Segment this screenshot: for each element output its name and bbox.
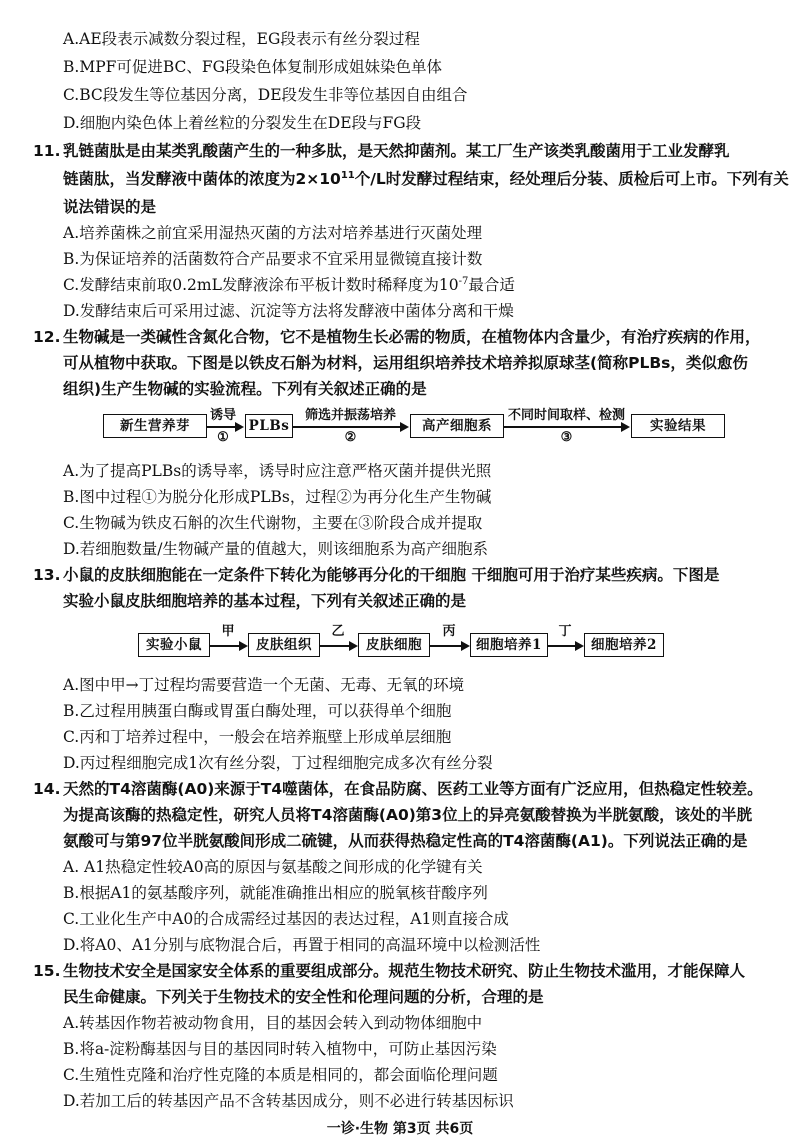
q13-label-jia: 甲: [221, 624, 235, 639]
q12-option-b: B.图中过程①为脱分化形成PLBs，过程②为再分化生产生物碱: [63, 488, 492, 506]
q11-option-b: B.为保证培养的活菌数符合产品要求不宜采用显微镜直接计数: [63, 250, 483, 268]
q15-option-a: A.转基因作物若被动物食用，目的基因会转入到动物体细胞中: [63, 1014, 483, 1032]
q13-arrow-1-line: [210, 645, 240, 647]
q12-stem-line-1: 生物碱是一类碱性含氮化合物，它不是植物生长必需的物质，在植物体内含量少，有治疗疾病的作用，: [63, 328, 761, 346]
q15-option-c: C.生殖性克隆和治疗性克隆的本质是相同的，都会面临伦理问题: [63, 1066, 498, 1084]
q13-number: 13.: [33, 566, 61, 584]
q13-option-d: D.丙过程细胞完成1次有丝分裂，丁过程细胞完成多次有丝分裂: [63, 754, 493, 772]
q13-arrow-4-head: [575, 641, 584, 651]
q14-option-d: D.将A0、A1分别与底物混合后，再置于相同的高温环境中以检测活性: [63, 936, 541, 954]
q12-label-2: 筛选并振荡培养: [304, 408, 396, 423]
q12-option-c: C.生物碱为铁皮石斛的次生代谢物，主要在③阶段合成并提取: [63, 514, 483, 532]
q12-box-high-yield: 高产细胞系: [410, 414, 504, 438]
q15-option-d: D.若加工后的转基因产品不含转基因成分，则不必进行转基因标识: [63, 1092, 514, 1110]
q12-box-plbs: PLBs: [245, 414, 293, 438]
q11-option-d: D.发酵结束后可采用过滤、沉淀等方法将发酵液中菌体分离和干燥: [63, 302, 514, 320]
q14-stem-line-2: 为提高该酶的热稳定性，研究人员将T4溶菌酶(A0)第3位上的异亮氨酸替换为半胱氨酸，该处的半胱: [63, 806, 753, 824]
q13-label-bing: 丙: [442, 624, 456, 639]
q11-option-c: [63, 274, 515, 296]
q12-step-2: ②: [344, 430, 357, 445]
q14-stem-line-3: 氨酸可与第97位半胱氨酸间形成二硫键，从而获得热稳定性高的T4溶菌酶(A1)。下列说法正确的是: [63, 832, 748, 850]
q13-label-yi: 乙: [331, 624, 345, 639]
q15-stem-line-2: 民生命健康。下列关于生物技术的安全性和伦理问题的分析，合理的是: [63, 988, 544, 1006]
q13-arrow-3-line: [430, 645, 462, 647]
q13-option-a: A.图中甲→丁过程均需要营造一个无菌、无毒、无氧的环境: [63, 676, 465, 694]
q11-stem-line-3: 说法错误的是: [63, 198, 157, 216]
q11-option-a: A.培养菌株之前宜采用湿热灭菌的方法对培养基进行灭菌处理: [63, 224, 483, 242]
page-footer: 一诊·生物 第3页 共6页: [326, 1121, 474, 1137]
q13-stem-line-2: 实验小鼠皮肤细胞培养的基本过程，下列有关叙述正确的是: [63, 592, 467, 610]
q10-option-d: D.细胞内染色体上着丝粒的分裂发生在DE段与FG段: [63, 114, 422, 132]
q14-option-b: B.根据A1的氨基酸序列，就能准确推出相应的脱氧核苷酸序列: [63, 884, 488, 902]
q13-option-b: B.乙过程用胰蛋白酶或胃蛋白酶处理，可以获得单个细胞: [63, 702, 452, 720]
q11-stem-line-1: 乳链菌肽是由某类乳酸菌产生的一种多肽，是天然抑菌剂。某工厂生产该类乳酸菌用于工业发酵乳: [63, 142, 730, 160]
q13-arrow-4-line: [548, 645, 576, 647]
q12-step-3: ③: [560, 430, 573, 445]
q12-option-a: A.为了提高PLBs的诱导率，诱导时应注意严格灭菌并提供光照: [63, 462, 492, 480]
q12-arrow-2-line: [293, 426, 401, 428]
q13-box-culture-1: 细胞培养1: [470, 633, 548, 657]
q13-arrow-3-head: [461, 641, 470, 651]
q14-option-c: C.工业化生产中A0的合成需经过基因的表达过程，A1则直接合成: [63, 910, 509, 928]
q13-box-cells: 皮肤细胞: [358, 633, 430, 657]
q13-arrow-1-head: [239, 641, 248, 651]
q10-option-b: B.MPF可促进BC、FG段染色体复制形成姐妹染色单体: [63, 58, 443, 76]
q11-option-c-exponent: -7: [458, 275, 469, 287]
q11-exponent: 11: [340, 169, 355, 181]
q14-option-a: A. A1热稳定性较A0高的原因与氨基酸之间形成的化学键有关: [63, 858, 483, 876]
q12-label-3: 不同时间取样、检测: [507, 408, 625, 423]
q12-arrow-3-line: [504, 426, 622, 428]
q15-option-b: B.将a-淀粉酶基因与目的基因同时转入植物中，可防止基因污染: [63, 1040, 497, 1058]
q11-stem-line-2: [63, 168, 789, 190]
q13-box-culture-2: 细胞培养2: [584, 633, 664, 657]
q13-label-ding: 丁: [558, 624, 572, 639]
q13-box-tissue: 皮肤组织: [248, 633, 320, 657]
q13-box-mouse: 实验小鼠: [138, 633, 210, 657]
q10-option-a: A.AE段表示减数分裂过程，EG段表示有丝分裂过程: [63, 30, 420, 48]
q13-stem-line-1: 小鼠的皮肤细胞能在一定条件下转化为能够再分化的干细胞 干细胞可用于治疗某些疾病。下图是: [63, 566, 720, 584]
q14-number: 14.: [33, 780, 61, 798]
q12-box-result: 实验结果: [631, 414, 725, 438]
q12-box-sprout: 新生营养芽: [103, 414, 207, 438]
q13-arrow-2-line: [320, 645, 350, 647]
q12-number: 12.: [33, 328, 61, 346]
q12-label-1: 诱导: [209, 408, 236, 423]
q15-number: 15.: [33, 962, 61, 980]
q12-stem-line-3: 组织)生产生物碱的实验流程。下列有关叙述正确的是: [63, 380, 427, 398]
q12-arrow-1-line: [207, 426, 237, 428]
q13-option-c: C.丙和丁培养过程中，一般会在培养瓶壁上形成单层细胞: [63, 728, 452, 746]
q15-stem-line-1: 生物技术安全是国家安全体系的重要组成部分。规范生物技术研究、防止生物技术滥用，才能保障人: [63, 962, 746, 980]
q11-option-c-text: C.发酵结束前取0.2mL发酵液涂布平板计数时稀释度为10: [63, 276, 459, 294]
q14-stem-line-1: 天然的T4溶菌酶(A0)来源于T4噬菌体，在食品防腐、医药工业等方面有广泛应用，但热稳定性较差。: [63, 780, 763, 798]
q11-number: 11.: [33, 142, 61, 160]
q12-step-1: ①: [217, 430, 229, 445]
q12-stem-line-2: 可从植物中获取。下图是以铁皮石斛为材料，运用组织培养技术培养拟原球茎(简称PLBs，类似愈伤: [63, 354, 748, 372]
q12-option-d: D.若细胞数量/生物碱产量的值越大，则该细胞系为高产细胞系: [63, 540, 489, 558]
q10-option-c: C.BC段发生等位基因分离，DE段发生非等位基因自由组合: [63, 86, 468, 104]
q11-stem-line-2a: 链菌肽，当发酵液中菌体的浓度为2×10: [63, 170, 341, 188]
q11-option-c-tail: 最合适: [468, 276, 515, 294]
q13-arrow-2-head: [349, 641, 358, 651]
q11-stem-line-2b: 个/L时发酵过程结束，经处理后分装、质检后可上市。下列有关: [354, 170, 789, 188]
